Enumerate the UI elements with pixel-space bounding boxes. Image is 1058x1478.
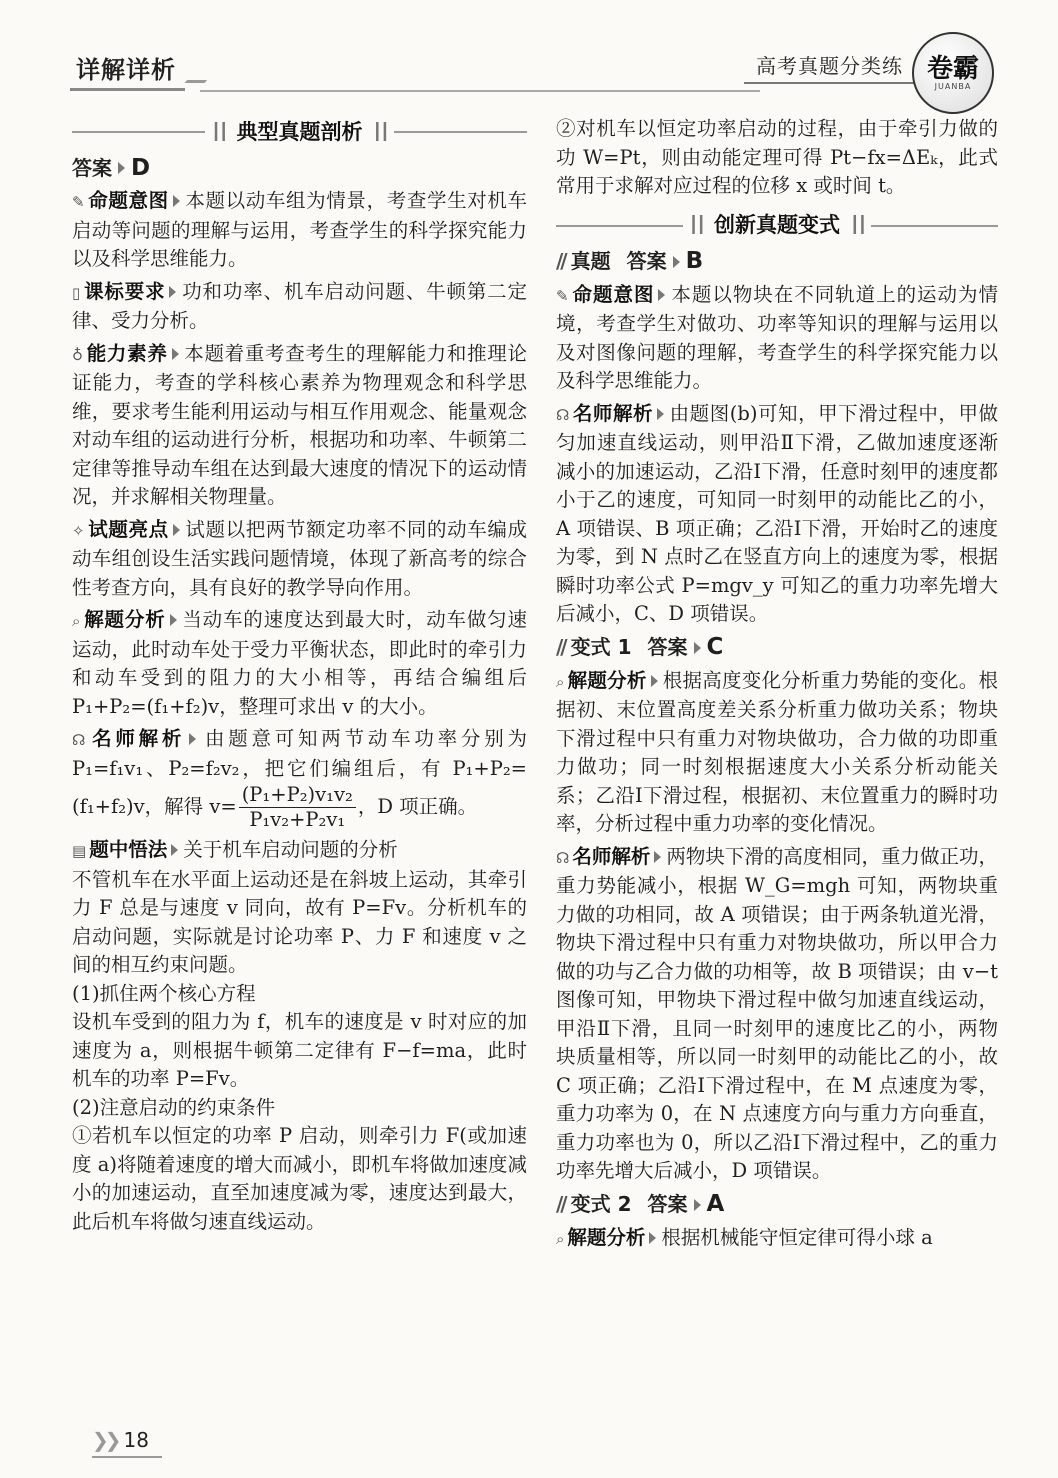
block-tzwf	[72, 836, 527, 866]
arrow-right-icon	[173, 524, 180, 536]
tag-label: 名师解析	[572, 401, 654, 425]
item-label: 变式 2	[570, 1192, 632, 1217]
title-ticks-icon: ┃┃	[211, 121, 227, 141]
title-line-left	[72, 131, 205, 133]
teacher-icon: ☊	[72, 731, 86, 749]
paragraph: ①若机车以恒定的功率 P 启动，则牵引力 F(或加速度 a)将随着速度的增大而减小，即机车将做加速度减小的加速运动，直至加速度减为零，速度达到最大，此后机车将做匀速直线运动。	[72, 1124, 527, 1233]
right-column	[556, 115, 998, 1253]
logo-text: 卷霸	[926, 53, 979, 84]
answer-letter: D	[131, 154, 151, 181]
double-slash-icon: //	[556, 635, 565, 660]
tag-label: 命题意图	[571, 282, 655, 306]
header-right-title: 高考真题分类练	[756, 54, 903, 78]
left-column	[72, 115, 527, 1236]
fraction-numerator: (P₁+P₂)v₁v₂	[239, 783, 356, 808]
tag-label: 解题分析	[567, 1225, 646, 1249]
section-title-text: 创新真题变式	[714, 213, 840, 238]
teacher-icon: ☊	[556, 405, 570, 424]
header-left-underline	[70, 88, 185, 91]
page-header	[0, 0, 1058, 110]
arrow-right-icon	[118, 162, 125, 174]
block-kbyq	[72, 278, 527, 336]
tag-label: 解题分析	[83, 608, 166, 631]
block-text: 本题以物块在不同轨道上的运动为情境，考查学生对做功、功率等知识的理解与运用以及对图像问题的理解，考查学生的科学探究能力以及科学思维能力。	[556, 282, 998, 392]
velocity-fraction	[239, 783, 356, 832]
arrow-right-icon	[189, 733, 196, 745]
tag-label: 名师解析	[572, 844, 651, 868]
section-title-text: 典型真题剖析	[236, 119, 363, 144]
block-stld	[72, 516, 527, 603]
section-title-typical	[72, 115, 527, 149]
answer-row-variant-2	[556, 1190, 998, 1220]
teacher-icon: ☊	[556, 848, 570, 867]
title-ticks-icon: ┃┃	[850, 215, 866, 235]
block-text: ，D 项正确。	[357, 795, 478, 818]
answer-label: 答案	[72, 155, 112, 180]
title-line-left	[556, 225, 683, 227]
paragraph: 不管机车在水平面上运动还是在斜坡上运动，其牵引力 F 总是与速度 v 同向，故有 P=Fv。分析机车的启动问题，实际就是讨论功率 P、力 F 和速度 v 之间的相互约束问题。	[72, 867, 527, 976]
answer-letter: B	[685, 248, 704, 275]
tag-label: 解题分析	[567, 668, 647, 692]
lightbulb-icon: ♁	[72, 345, 83, 364]
tag-label: 题中悟法	[89, 838, 168, 861]
title-line-right	[871, 225, 998, 227]
answer-letter: C	[706, 634, 724, 661]
arrow-right-icon	[173, 195, 180, 207]
block-text: 当动车的速度达到最大时，动车做匀速运动，此时动车处于受力平衡状态，即此时的牵引力和动车受到的阻力的大小相等，再结合编组后 P₁+P₂=(f₁+f₂)v，整理可求出 v 的大小。	[72, 608, 527, 718]
section-title-innovation	[556, 209, 998, 243]
arrow-right-icon	[673, 256, 680, 268]
tag-label: 命题意图	[87, 189, 169, 212]
block-text: 由题意可知两节动车功率分别为 P₁=f₁v₁、P₂=f₂v₂，把它们编组后，有 P₁+P₂=(f₁+f₂)v，解得 v=	[72, 727, 527, 818]
list-item: (2)注意启动的约束条件	[72, 1095, 276, 1119]
answer-row-zhenti	[556, 247, 998, 277]
tag-label: 名师解析	[88, 727, 186, 750]
book-icon: ▯	[72, 283, 81, 302]
block-msjx	[72, 725, 527, 832]
block-mtyt	[72, 187, 527, 274]
arrow-right-icon	[651, 675, 658, 687]
arrow-right-icon	[171, 844, 178, 856]
arrow-right-icon	[658, 289, 665, 301]
block-bs2-jtfx	[556, 1224, 998, 1254]
sparkle-icon: ✧	[72, 521, 85, 540]
arrow-right-icon	[649, 1232, 656, 1244]
block-nlsy	[72, 340, 527, 512]
paragraph: ②对机车以恒定功率启动的过程，由于牵引力做的功 W=Pt，则由动能定理可得 Pt−fx=ΔEₖ，此式常用于求解对应过程的位移 x 或时间 t。	[556, 117, 998, 197]
fraction-denominator: P₁v₂+P₂v₁	[249, 808, 346, 831]
tag-label: 课标要求	[83, 279, 166, 303]
tag-label: 能力素养	[86, 341, 168, 365]
block-text: 本题以动车组为情景，考查学生对机车启动等问题的理解与运用，考查学生的科学探究能力以及科学思维能力。	[72, 189, 527, 270]
block-bs1-msjx	[556, 843, 998, 1186]
block-text: 根据机械能守恒定律可得小球 a	[661, 1225, 933, 1249]
header-left-title: 详解详析	[76, 56, 176, 84]
block-bs1-jtfx	[556, 667, 998, 839]
block-text: 由题图(b)可知，甲下滑过程中，甲做匀加速直线运动，则甲沿Ⅱ下滑，乙做加速度逐渐减小的加速运动，乙沿Ⅰ下滑，任意时刻甲的速度都小于乙的速度，可知同一时刻甲的动能比乙的小，A 项错误、B 项正确；乙沿Ⅰ下滑，开始时乙的速度为零，到 N 点时乙在竖直方向上的速度为零，根据瞬时功率公式 P=mgv_y 可知乙的重力功率先增大后减小，C、D 项错误。	[556, 401, 998, 625]
header-rule	[200, 90, 760, 92]
block-text: 本题着重考查考生的理解能力和推理论证能力，考查的学科核心素养为物理观念和科学思维，要求考生能利用运动与相互作用观念、能量观念对动车组的运动进行分析，根据功和功率、牛顿第二定律等推导动车组在达到最大速度的情况下的运动情况，并求解相关物理量。	[72, 341, 527, 508]
answer-row-variant-1	[556, 633, 998, 663]
block-zt-mtyt	[556, 281, 998, 396]
logo-subtext: JUANBA	[934, 81, 972, 91]
magnifier-icon: ⌕	[556, 1229, 565, 1248]
footer-underline	[92, 1456, 162, 1458]
tag-label: 试题亮点	[87, 517, 169, 541]
double-slash-icon: //	[556, 249, 565, 274]
answer-label: 答案	[647, 635, 688, 660]
magnifier-icon: ⌕	[72, 612, 81, 630]
block-text: 功和功率、机车启动问题、牛顿第二定律、受力分析。	[72, 279, 527, 332]
answer-row	[72, 153, 527, 183]
page-footer	[92, 1428, 149, 1452]
item-label: 变式 1	[570, 635, 632, 660]
double-chevron-icon: ❯❯	[92, 1428, 118, 1452]
paragraph: 设机车受到的阻力为 f，机车的速度是 v 时对应的加速度为 a，则根据牛顿第二定律有 F−f=ma，此时机车的功率 P=Fv。	[72, 1010, 527, 1090]
answer-label: 答案	[626, 249, 667, 274]
arrow-right-icon	[170, 614, 177, 626]
arrow-right-icon	[654, 851, 661, 863]
arrow-right-icon	[172, 348, 179, 360]
pencil-icon: ✎	[72, 193, 85, 211]
brand-logo	[912, 32, 994, 114]
item-label: 真题	[570, 249, 611, 274]
answer-label: 答案	[647, 1192, 688, 1217]
block-zt-msjx	[556, 400, 998, 629]
block-text: 两物块下滑的高度相同，重力做正功，重力势能减小，根据 W_G=mgh 可知，两物块重力做的功相同，故 A 项错误；由于两条轨道光滑，物块下滑过程中只有重力对物块做功，所以甲合力做的功与乙合力做的功相等，故 B 项错误；由 v−t 图像可知，甲物块下滑过程中做匀加速直线运动，甲沿Ⅱ下滑，且同一时刻甲的速度比乙的小，两物块质量相等，所以同一时刻甲的动能比乙的小，故 C 项正确；乙沿Ⅰ下滑过程中，在 M 点速度为零，重力功率为 0，在 N 点速度方向与重力方向垂直，重力功率也为 0，所以乙沿Ⅰ下滑过程中，乙的重力功率先增大后减小，D 项错误。	[556, 844, 998, 1182]
note-icon: ▤	[72, 842, 87, 860]
pencil-icon: ✎	[556, 286, 569, 305]
answer-letter: A	[706, 1191, 725, 1218]
block-text: 根据高度变化分析重力势能的变化。根据初、末位置高度差关系分析重力做功关系；物块下滑过程中只有重力对物块做功，合力做的功即重力做功；同一时刻根据速度大小关系分析动能关系；乙沿Ⅰ下滑过程，根据初、末位置重力的瞬时功率，分析过程中重力功率的变化情况。	[556, 668, 998, 835]
title-line-right	[394, 131, 527, 133]
magnifier-icon: ⌕	[556, 672, 565, 691]
block-text: 关于机车启动问题的分析	[183, 838, 398, 861]
title-ticks-icon: ┃┃	[372, 121, 388, 141]
block-text: 试题以把两节额定功率不同的动车编成动车组创设生活实践问题情境，体现了新高考的综合性考查方向，具有良好的教学导向作用。	[72, 517, 527, 599]
list-item: (1)抓住两个核心方程	[72, 981, 256, 1005]
double-slash-icon: //	[556, 1192, 565, 1217]
arrow-right-icon	[694, 642, 701, 654]
block-jtfx	[72, 606, 527, 721]
arrow-right-icon	[657, 408, 664, 420]
arrow-right-icon	[694, 1199, 701, 1211]
title-ticks-icon: ┃┃	[688, 215, 704, 235]
arrow-right-icon	[169, 286, 176, 298]
page-number: 18	[123, 1428, 149, 1452]
